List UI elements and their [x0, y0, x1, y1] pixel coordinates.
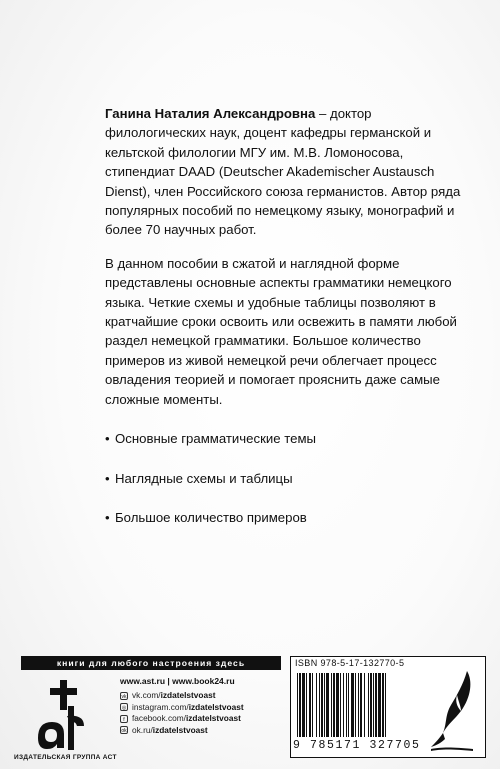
barcode-bar: [348, 673, 349, 737]
feature-text: Наглядные схемы и таблицы: [115, 470, 293, 486]
author-bio: – доктор филологических наук, доцент кафедры германской и кельтской филологии МГУ им. М.В. Ломоносова, стипендиат DAAD (Deutscher Akademischer Austausch Dienst), член Российского союза германистов. Автор ряда популярных пособий по немецкому языку, монографий и более 70 научных работ.: [105, 106, 461, 238]
feature-item: • Основные грамматические темы: [105, 431, 316, 447]
barcode-bar: [316, 673, 317, 737]
barcode-bar: [360, 673, 362, 737]
logo-caption: ИЗДАТЕЛЬСКАЯ ГРУППА АСТ: [14, 754, 117, 761]
barcode-bar: [319, 673, 320, 737]
feature-item: • Наглядные схемы и таблицы: [105, 470, 293, 486]
barcode-digits: 9 785171 327705: [293, 739, 421, 752]
websites[interactable]: www.ast.ru | www.book24.ru: [120, 676, 235, 686]
book-description: В данном пособии в сжатой и наглядной форме представлены основные аспекты грамматики немецкого языка. Четкие схемы и удобные таблицы позволяют в кратчайшие сроки освоить или освежить в памяти любой раздел немецкой грамматики. Большое количество примеров из живой немецкой речи облегчает процесс овладения теорией и помогает прояснить даже самые сложные моменты.: [105, 255, 457, 407]
barcode-bar: [321, 673, 323, 737]
barcode-bar: [324, 673, 325, 737]
feature-item: • Большое количество примеров: [105, 509, 307, 525]
barcode-bar: [385, 673, 386, 737]
feature-list: [105, 429, 465, 527]
text-block: [105, 104, 465, 547]
barcode-bar: [378, 673, 381, 737]
social-link-facebook[interactable]: f facebook.com/ izdatelstvoast: [120, 713, 244, 725]
feature-text: Большое количество примеров: [115, 509, 307, 525]
quill-icon: [427, 667, 479, 753]
barcode-bar: [326, 673, 329, 737]
barcode-bar: [351, 673, 354, 737]
barcode-bar: [368, 673, 369, 737]
barcode-bar: [306, 673, 307, 737]
isbn-text: ISBN 978-5-17-132770-5: [295, 658, 405, 668]
vk-icon: vk: [121, 693, 127, 700]
slogan-bar: книги для любого настроения здесь: [21, 656, 281, 670]
barcode-bar: [331, 673, 332, 737]
barcode-bar: [375, 673, 377, 737]
barcode-bar: [355, 673, 356, 737]
social-link-vk[interactable]: vk vk.com/ izdatelstvoast: [121, 690, 216, 700]
barcode: [295, 673, 417, 739]
barcode-bar: [373, 673, 374, 737]
barcode-bar: [333, 673, 335, 737]
barcode-bar: [343, 673, 344, 737]
author-intro: [105, 104, 465, 240]
barcode-bar: [364, 673, 365, 737]
barcode-bar: [309, 673, 311, 737]
footer: [0, 648, 500, 769]
facebook-icon: f: [120, 715, 128, 723]
barcode-bar: [370, 673, 372, 737]
instagram-icon: ◎: [121, 705, 127, 712]
barcode-bar: [297, 673, 298, 737]
barcode-bar: [358, 673, 359, 737]
barcode-bar: [346, 673, 347, 737]
social-links: [120, 690, 244, 736]
barcode-bar: [336, 673, 339, 737]
barcode-bar: [299, 673, 301, 737]
social-link-odnoklassniki[interactable]: ok ok.ru/ izdatelstvoast: [121, 724, 208, 735]
barcode-bar: [312, 673, 313, 737]
author-name: Ганина Наталия Александровна: [105, 106, 316, 121]
odnoklassniki-icon: ok: [121, 728, 127, 735]
isbn-box: [290, 656, 486, 758]
social-link-instagram[interactable]: ◎ instagram.com/ izdatelstvoast: [121, 701, 244, 712]
barcode-bar: [382, 673, 384, 737]
feature-text: Основные грамматические темы: [115, 431, 316, 447]
ast-logo-icon: [30, 676, 90, 756]
barcode-bar: [302, 673, 305, 737]
barcode-bar: [340, 673, 341, 737]
